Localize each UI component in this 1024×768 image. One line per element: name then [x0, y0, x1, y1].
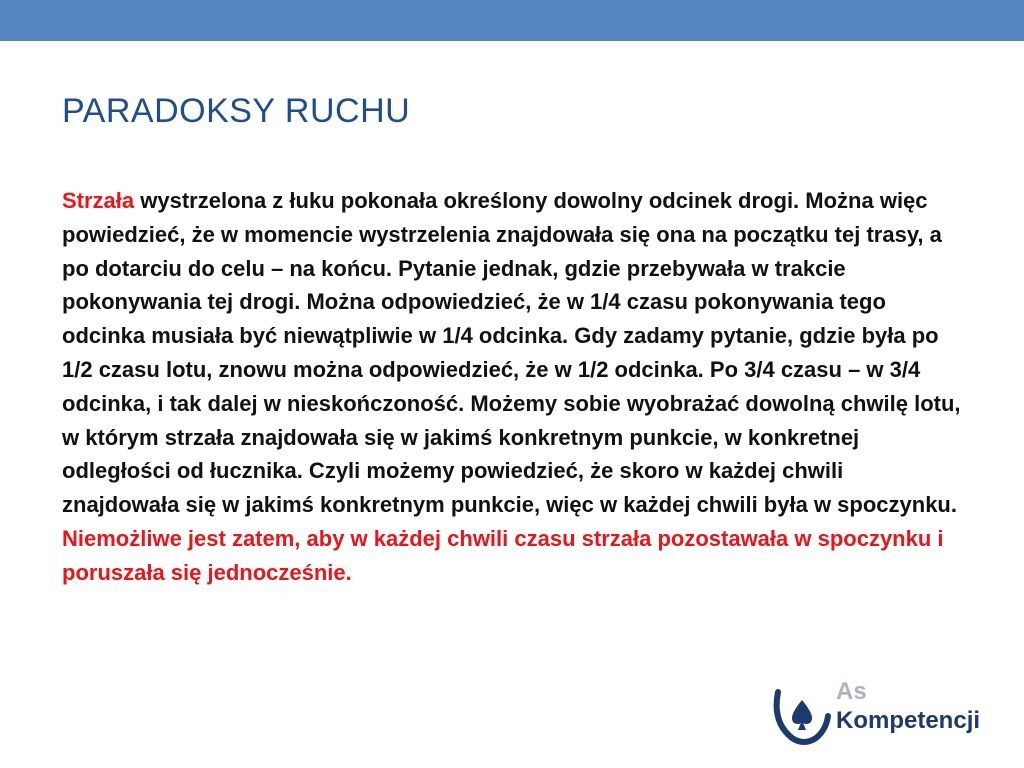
logo-text-kompetencji: Kompetencji: [836, 707, 981, 734]
top-accent-bar: [0, 0, 1024, 41]
lead-word: Strzała: [62, 188, 135, 213]
logo-text-as: As: [836, 678, 867, 705]
slide-title: PARADOKSY RUCHU: [62, 92, 411, 130]
as-kompetencji-logo: [770, 672, 1000, 752]
conclusion-text: Niemożliwe jest zatem, aby w każdej chwili czasu strzała pozostawała w spoczynku i poruszała się jednocześnie.: [62, 525, 944, 585]
body-paragraph: wystrzelona z łuku pokonała określony dowolny odcinek drogi. Można więc powiedzieć, że w momencie wystrzelenia znajdowała się ona na początku tej trasy, a po dotarciu do celu – na końcu. Pytanie jednak, gdzie przebywała w trakcie pokonywania tej drogi. Można odpowiedzieć, że w 1/4 czasu pokonywania tego odcinka musiała być niewątpliwie w 1/4 odcinka. Gdy zadamy pytanie, gdzie była po 1/2 czasu lotu, znowu można odpowiedzieć, że w 1/2 odcinka. Po 3/4 czasu – w 3/4 odcinka, i tak dalej w nieskończoność. Możemy sobie wyobrażać dowolną chwilę lotu, w którym strzała znajdowała się w jakimś konkretnym punkcie, w konkretnej odległości od łucznika. Czyli możemy powiedzieć, że skoro w każdej chwili znajdowała się w jakimś konkretnym punkcie, więc w każdej chwili była w spoczynku.: [62, 188, 961, 518]
spade-emblem-icon: [770, 672, 834, 752]
slide-body-text: [62, 184, 962, 590]
